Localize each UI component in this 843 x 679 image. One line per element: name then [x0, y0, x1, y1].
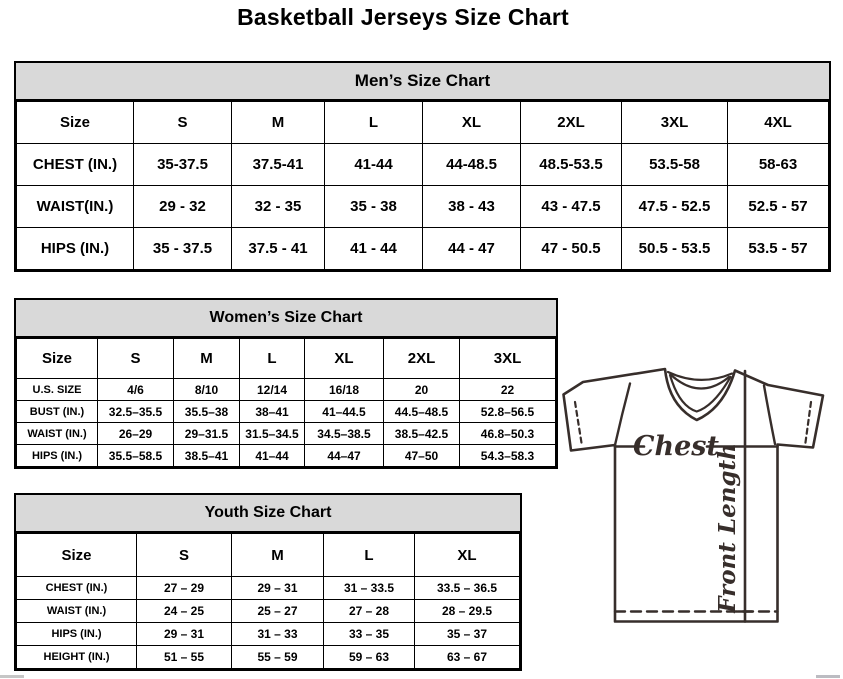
womens-table-title: Women’s Size Chart	[16, 300, 556, 338]
row-label: CHEST (IN.)	[17, 144, 134, 186]
size-corner-header: Size	[17, 339, 98, 379]
table-cell: 47–50	[384, 445, 460, 467]
table-cell: 52.5 - 57	[728, 186, 829, 228]
youth-size-table	[14, 493, 522, 671]
table-cell: 32 - 35	[232, 186, 325, 228]
table-cell: 59 – 63	[324, 646, 415, 669]
column-header-xl: XL	[423, 102, 521, 144]
column-header-m: M	[174, 339, 240, 379]
size-corner-header: Size	[17, 534, 137, 577]
table-cell: 37.5 - 41	[232, 228, 325, 270]
horizontal-scrollbar-fragment-right[interactable]	[816, 675, 840, 678]
table-cell: 47.5 - 52.5	[622, 186, 728, 228]
row-label: CHEST (IN.)	[17, 577, 137, 600]
table-cell: 33.5 – 36.5	[415, 577, 520, 600]
row-label: WAIST (IN.)	[17, 600, 137, 623]
table-cell: 29–31.5	[174, 423, 240, 445]
table-row	[17, 401, 556, 423]
table-cell: 22	[460, 379, 556, 401]
mens-table-title: Men’s Size Chart	[16, 63, 829, 101]
table-cell: 24 – 25	[137, 600, 232, 623]
column-header-s: S	[134, 102, 232, 144]
column-header-2xl: 2XL	[384, 339, 460, 379]
table-row	[17, 600, 520, 623]
table-cell: 46.8–50.3	[460, 423, 556, 445]
table-row	[17, 577, 520, 600]
table-cell: 53.5 - 57	[728, 228, 829, 270]
column-header-l: L	[324, 534, 415, 577]
table-cell: 47 - 50.5	[521, 228, 622, 270]
table-cell: 35-37.5	[134, 144, 232, 186]
table-cell: 43 - 47.5	[521, 186, 622, 228]
table-cell: 38.5–42.5	[384, 423, 460, 445]
jersey-outline-shape	[564, 369, 824, 622]
jersey-measurement-diagram	[556, 356, 840, 628]
table-row	[17, 379, 556, 401]
table-cell: 29 – 31	[232, 577, 324, 600]
table-cell: 54.3–58.3	[460, 445, 556, 467]
table-cell: 31.5–34.5	[240, 423, 305, 445]
table-cell: 32.5–35.5	[98, 401, 174, 423]
table-row	[17, 186, 829, 228]
table-cell: 29 - 32	[134, 186, 232, 228]
table-cell: 35 - 38	[325, 186, 423, 228]
column-header-l: L	[325, 102, 423, 144]
column-header-xl: XL	[415, 534, 520, 577]
table-cell: 38–41	[240, 401, 305, 423]
table-row	[17, 623, 520, 646]
table-cell: 34.5–38.5	[305, 423, 384, 445]
table-cell: 35 – 37	[415, 623, 520, 646]
header-row	[17, 339, 556, 379]
column-header-xl: XL	[305, 339, 384, 379]
chest-label: Chest	[633, 431, 719, 462]
row-label: HEIGHT (IN.)	[17, 646, 137, 669]
table-cell: 29 – 31	[137, 623, 232, 646]
womens-size-table	[14, 298, 558, 469]
row-label: U.S. SIZE	[17, 379, 98, 401]
table-cell: 63 – 67	[415, 646, 520, 669]
column-header-s: S	[137, 534, 232, 577]
table-cell: 35.5–58.5	[98, 445, 174, 467]
header-row	[17, 102, 829, 144]
row-label: BUST (IN.)	[17, 401, 98, 423]
front-length-label: Front Length	[714, 443, 741, 613]
table-cell: 31 – 33	[232, 623, 324, 646]
table-cell: 55 – 59	[232, 646, 324, 669]
youth-table-grid	[16, 533, 520, 669]
table-cell: 25 – 27	[232, 600, 324, 623]
header-row	[17, 534, 520, 577]
column-header-2xl: 2XL	[521, 102, 622, 144]
row-label: HIPS (IN.)	[17, 623, 137, 646]
table-cell: 38.5–41	[174, 445, 240, 467]
size-corner-header: Size	[17, 102, 134, 144]
table-cell: 28 – 29.5	[415, 600, 520, 623]
table-cell: 8/10	[174, 379, 240, 401]
table-cell: 48.5-53.5	[521, 144, 622, 186]
row-label: HIPS (IN.)	[17, 445, 98, 467]
table-cell: 44-48.5	[423, 144, 521, 186]
table-cell: 27 – 28	[324, 600, 415, 623]
table-cell: 51 – 55	[137, 646, 232, 669]
page-title: Basketball Jerseys Size Chart	[237, 4, 569, 30]
womens-table-grid	[16, 338, 556, 467]
table-row	[17, 228, 829, 270]
table-cell: 38 - 43	[423, 186, 521, 228]
mens-size-table	[14, 61, 831, 272]
column-header-m: M	[232, 102, 325, 144]
horizontal-scrollbar-fragment-left[interactable]	[0, 675, 24, 678]
column-header-m: M	[232, 534, 324, 577]
table-row	[17, 445, 556, 467]
table-cell: 16/18	[305, 379, 384, 401]
row-label: WAIST(IN.)	[17, 186, 134, 228]
table-cell: 35.5–38	[174, 401, 240, 423]
table-cell: 58-63	[728, 144, 829, 186]
column-header-3xl: 3XL	[460, 339, 556, 379]
collar-back-curve	[668, 372, 732, 380]
table-row	[17, 423, 556, 445]
table-cell: 31 – 33.5	[324, 577, 415, 600]
table-cell: 41–44	[240, 445, 305, 467]
table-cell: 50.5 - 53.5	[622, 228, 728, 270]
table-cell: 12/14	[240, 379, 305, 401]
row-label: WAIST (IN.)	[17, 423, 98, 445]
table-row	[17, 646, 520, 669]
table-cell: 53.5-58	[622, 144, 728, 186]
table-cell: 27 – 29	[137, 577, 232, 600]
table-row	[17, 144, 829, 186]
table-cell: 37.5-41	[232, 144, 325, 186]
table-cell: 44.5–48.5	[384, 401, 460, 423]
table-cell: 52.8–56.5	[460, 401, 556, 423]
table-cell: 44 - 47	[423, 228, 521, 270]
column-header-3xl: 3XL	[622, 102, 728, 144]
column-header-s: S	[98, 339, 174, 379]
mens-table-grid	[16, 101, 829, 270]
table-cell: 20	[384, 379, 460, 401]
table-cell: 35 - 37.5	[134, 228, 232, 270]
table-cell: 41 - 44	[325, 228, 423, 270]
table-cell: 41-44	[325, 144, 423, 186]
row-label: HIPS (IN.)	[17, 228, 134, 270]
table-cell: 41–44.5	[305, 401, 384, 423]
table-cell: 33 – 35	[324, 623, 415, 646]
table-cell: 26–29	[98, 423, 174, 445]
column-header-4xl: 4XL	[728, 102, 829, 144]
youth-table-title: Youth Size Chart	[16, 495, 520, 533]
table-cell: 44–47	[305, 445, 384, 467]
table-cell: 4/6	[98, 379, 174, 401]
column-header-l: L	[240, 339, 305, 379]
